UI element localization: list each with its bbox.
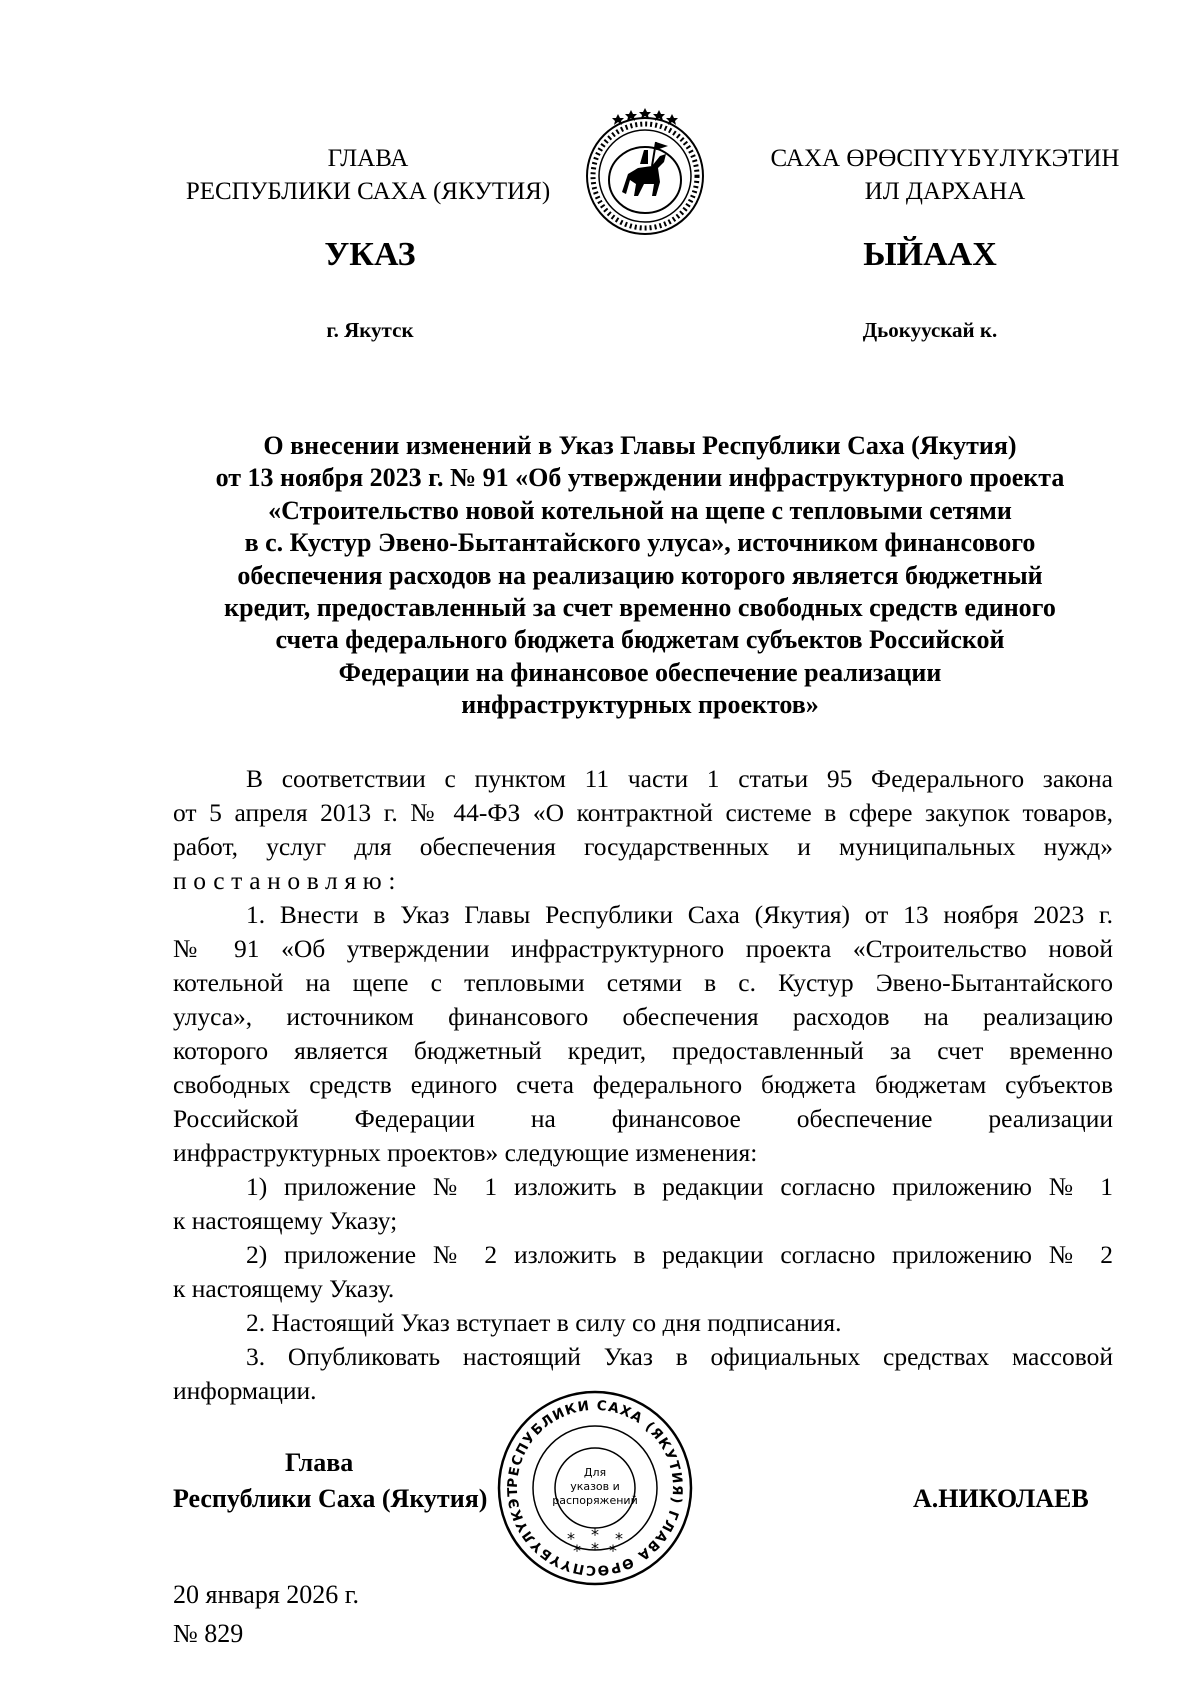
seal-star-icon: * [615, 1529, 623, 1548]
title-line: в с. Кустур Эвено-Бытантайского улуса», источником финансового [244, 528, 1036, 558]
seal-center-line3: распоряжений [552, 1494, 638, 1507]
seal-star-icon: * [591, 1539, 599, 1558]
body-line: 1) приложение № 1 изложить в редакции согласно приложению № 1 [246, 1172, 1113, 1201]
title-line: от 13 ноября 2023 г. № 91 «Об утверждении инфраструктурного проекта [215, 463, 1065, 493]
document-type-ru: УКАЗ [324, 236, 416, 273]
decree-date: 20 января 2026 г. [173, 1580, 360, 1609]
body-line: к настоящему Указу; [173, 1206, 398, 1235]
title-line: счета федерального бюджета бюджетам субъектов Российской [275, 625, 1005, 655]
header-left-line1: ГЛАВА [327, 145, 409, 172]
decree-title [165, 430, 1115, 722]
body-line-postanovlyayu: постановляю: [173, 866, 403, 895]
seal-star-icon: * [609, 1541, 617, 1560]
title-line: кредит, предоставленный за счет временно свободных средств единого [224, 593, 1056, 623]
seal-star-icon: * [567, 1529, 575, 1548]
document-type-sakha: ЫЙААХ [863, 236, 997, 273]
title-line: обеспечения расходов на реализацию которого является бюджетный [237, 560, 1043, 590]
title-line: О внесении изменений в Указ Главы Республики Саха (Якутия) [263, 431, 1017, 460]
body-line: 2. Настоящий Указ вступает в силу со дня подписания. [246, 1308, 842, 1337]
body-line: 3. Опубликовать настоящий Указ в официальных средствах массовой [246, 1342, 1113, 1371]
title-line: инфраструктурных проектов» [461, 690, 819, 720]
body-line: 1. Внести в Указ Главы Республики Саха (Якутия) от 13 ноября 2023 г. [246, 900, 1113, 929]
seal-center-line2: указов и [570, 1480, 620, 1493]
body-line: работ, услуг для обеспечения государственных и муниципальных нужд» [173, 832, 1113, 861]
body-line: котельной на щепе с тепловыми сетями в с. Кустур Эвено-Бытантайского [173, 968, 1113, 997]
official-seal [495, 1388, 695, 1588]
title-line: Федерации на финансовое обеспечение реализации [338, 657, 942, 687]
header-right [760, 142, 1130, 208]
seal-star-icon: * [591, 1525, 599, 1544]
header-left-line2: РЕСПУБЛИКИ САХА (ЯКУТИЯ) [185, 178, 551, 205]
body-line: № 91 «Об утверждении инфраструктурного проекта «Строительство новой [173, 934, 1113, 963]
body-line: улуса», источником финансового обеспечения расходов на реализацию [173, 1002, 1113, 1031]
decree-number: № 829 [173, 1619, 244, 1648]
city-ru: г. Якутск [326, 318, 414, 342]
body-line: 2) приложение № 2 изложить в редакции согласно приложению № 2 [246, 1240, 1113, 1269]
header-right-line1: САХА ӨРӨСПҮҮБҮЛҮКЭТИН [770, 145, 1120, 172]
seal-star-icon: * [573, 1541, 581, 1560]
signature-position-line2: Республики Саха (Якутия) [173, 1484, 488, 1513]
body-line: от 5 апреля 2013 г. № 44-ФЗ «О контрактной системе в сфере закупок товаров, [173, 798, 1113, 827]
seal-ring-text: РЕСПУБЛИКИ САХА (ЯКУТИЯ) ГЛАВА ӨРӨСПҮҮБҮЛҮКЭТ [504, 1397, 686, 1579]
body-line: информации. [173, 1376, 317, 1405]
body-line: Российской Федерации на финансовое обеспечение реализации [173, 1104, 1113, 1133]
signature-position-line1: Глава [285, 1448, 354, 1477]
body-line: инфраструктурных проектов» следующие изменения: [173, 1138, 758, 1167]
body-line: к настоящему Указу. [173, 1274, 395, 1303]
header-right-line2: ИЛ ДАРХАНА [864, 178, 1026, 205]
signature-name: А.НИКОЛАЕВ [913, 1484, 1089, 1513]
body-line: В соответствии с пунктом 11 части 1 статьи 95 Федерального закона [246, 764, 1113, 793]
title-line: «Строительство новой котельной на щепе с тепловыми сетями [268, 495, 1012, 525]
seal-center-line1: Для [583, 1466, 607, 1479]
body-line: которого является бюджетный кредит, предоставленный за счет временно [173, 1036, 1113, 1065]
body-line: свободных средств единого счета федерального бюджета бюджетам субъектов [173, 1070, 1113, 1099]
city-sakha: Дьокуускай к. [862, 318, 998, 342]
coat-of-arms-emblem [578, 104, 712, 238]
header-left [178, 142, 558, 208]
